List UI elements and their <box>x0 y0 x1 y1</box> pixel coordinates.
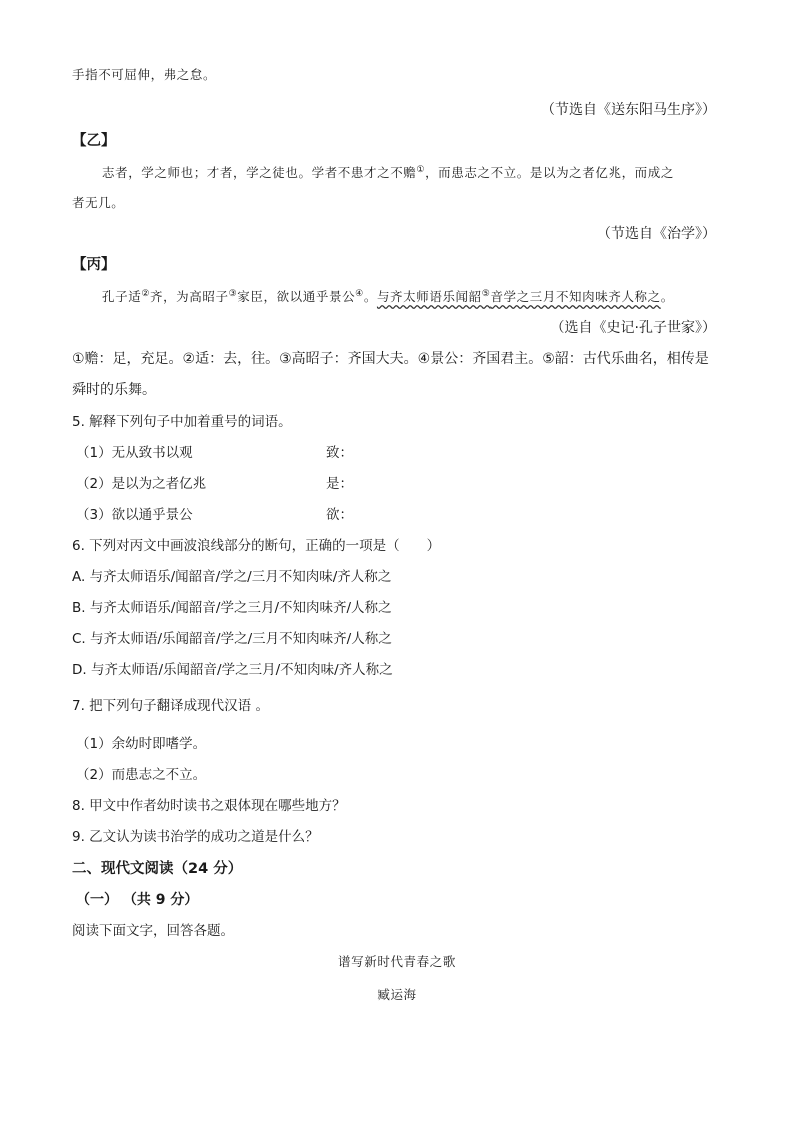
q8: 8. 甲文中作者幼时读书之艰体现在哪些地方？ <box>72 798 346 814</box>
note-mark-1: ① <box>416 164 426 175</box>
q5-sentence-1: （1）无从致书以观 <box>76 445 193 461</box>
note-mark-2: ② <box>141 288 150 299</box>
article-title: 谱写新时代青春之歌 <box>338 954 456 969</box>
q6-stem: 6. 下列对丙文中画波浪线部分的断句，正确的一项是（ ） <box>72 538 441 554</box>
jia-source: （节选自《送东阳马生序》） <box>541 102 716 118</box>
q5-word-2: 是： <box>326 476 353 492</box>
section2-heading: 二、现代文阅读（24 分） <box>72 861 243 877</box>
wavy-underlined-passage <box>377 289 661 304</box>
bing-seg-2: 齐，为高昭子 <box>149 289 229 304</box>
jia-text-tail: 手指不可屈伸，弗之怠。 <box>72 67 217 82</box>
section2-part1: （一） （共 9 分） <box>76 892 199 908</box>
note-mark-4: ④ <box>355 288 364 299</box>
q5-item-3 <box>76 506 716 524</box>
q5-sentence-3: （3）欲以通乎景公 <box>76 507 193 523</box>
q7-item-1: （1）余幼时即嗜学。 <box>76 736 207 752</box>
wavy-a: 与齐太师语乐闻韶 <box>376 289 482 304</box>
q5-word-1: 致： <box>326 445 353 461</box>
bing-seg-5: 。 <box>660 289 674 304</box>
yi-text-1a: 志者，学之师也；才者，学之徒也。学者不患才之不赡 <box>102 165 417 180</box>
q5-item-2 <box>76 475 716 493</box>
note-mark-3: ③ <box>228 288 238 299</box>
yi-label: 【乙】 <box>72 133 116 149</box>
q5-sentence-2: （2）是以为之者亿兆 <box>76 476 207 492</box>
q6-option-d: D. 与齐太师语/乐闻韶音/学之三月/不知肉味/齐人称之 <box>72 662 393 678</box>
note-mark-5: ⑤ <box>481 288 491 299</box>
yi-text-line-2: 者无几。 <box>72 195 125 210</box>
wavy-b: 音学之三月不知肉味齐人称之 <box>490 289 661 304</box>
section2-instruction: 阅读下面文字，回答各题。 <box>72 923 234 939</box>
bing-seg-3: 家臣，欲以通乎景公 <box>237 289 356 304</box>
q5-item-1 <box>76 444 716 462</box>
q5-word-3: 欲： <box>326 507 353 523</box>
yi-text-1b: ，而患志之不立。是以为之者亿兆，而成之 <box>425 165 674 180</box>
q7-item-2: （2）而患志之不立。 <box>76 767 207 783</box>
notes-line-1: ①赡：足，充足。②适：去，往。③高昭子：齐国大夫。④景公：齐国君主。⑤韶：古代乐曲名，相传是 <box>72 351 709 367</box>
q5-stem: 5. 解释下列句子中加着重号的词语。 <box>72 414 292 430</box>
bing-seg-4: 。 <box>363 289 377 304</box>
notes-line-2: 舜时的乐舞。 <box>72 382 156 398</box>
bing-seg-1: 孔子适 <box>102 289 142 304</box>
article-author: 臧运海 <box>377 987 417 1002</box>
yi-source: （节选自《治学》） <box>597 226 716 242</box>
q7-stem: 7. 把下列句子翻译成现代汉语 。 <box>72 698 269 714</box>
bing-text <box>102 288 716 306</box>
yi-text-line-1 <box>102 164 716 182</box>
bing-label: 【丙】 <box>72 257 116 273</box>
q6-option-b: B. 与齐太师语乐/闻韶音/学之三月/不知肉味齐/人称之 <box>72 600 392 616</box>
bing-source: （选自《史记·孔子世家》） <box>550 320 716 336</box>
q6-option-a: A. 与齐太师语乐/闻韶音/学之/三月不知肉味/齐人称之 <box>72 569 392 585</box>
q6-option-c: C. 与齐太师语/乐闻韶音/学之/三月不知肉味齐/人称之 <box>72 631 392 647</box>
q9: 9. 乙文认为读书治学的成功之道是什么？ <box>72 829 319 845</box>
